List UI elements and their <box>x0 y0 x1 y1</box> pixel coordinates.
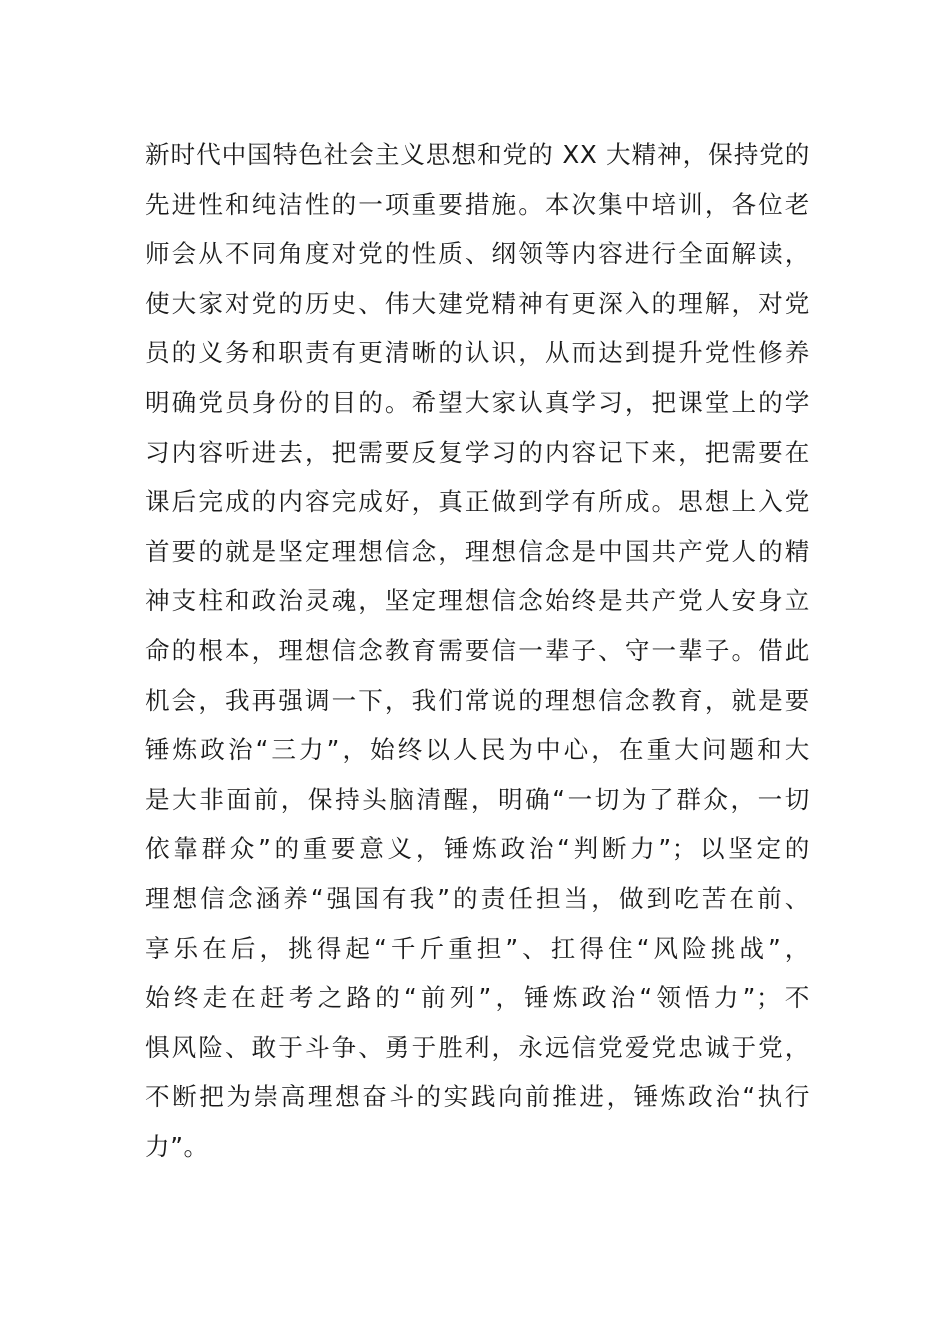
text-line-12: 机会，我再强调一下，我们常说的理想信念教育，就是要 <box>145 685 810 715</box>
text-line-1: 新时代中国特色社会主义思想和党的 XX 大精神，保持党的 <box>145 140 810 169</box>
text-line-2: 先进性和纯洁性的一项重要措施。本次集中培训，各位老 <box>145 189 810 219</box>
text-line-17: 享乐在后，挑得起“千斤重担”、扛得住“风险挑战”， <box>145 933 810 963</box>
text-line-14: 是大非面前，保持头脑清醒，明确“一切为了群众，一切 <box>145 784 810 814</box>
text-line-21: 力”。 <box>145 1131 209 1161</box>
text-line-7: 习内容听进去，把需要反复学习的内容记下来，把需要在 <box>145 437 810 467</box>
text-line-5: 员的义务和职责有更清晰的认识，从而达到提升党性修养 <box>145 338 810 368</box>
text-line-8: 课后完成的内容完成好，真正做到学有所成。思想上入党 <box>145 487 810 517</box>
text-line-3: 师会从不同角度对党的性质、纲领等内容进行全面解读， <box>145 239 810 269</box>
text-line-13: 锤炼政治“三力”，始终以人民为中心，在重大问题和大 <box>145 735 810 765</box>
text-line-20: 不断把为崇高理想奋斗的实践向前推进，锤炼政治“执行 <box>145 1082 810 1112</box>
body-text <box>145 130 810 1171</box>
text-line-11: 命的根本，理想信念教育需要信一辈子、守一辈子。借此 <box>145 635 810 665</box>
text-line-16: 理想信念涵养“强国有我”的责任担当，做到吃苦在前、 <box>145 883 810 913</box>
text-line-15: 依靠群众”的重要意义，锤炼政治“判断力”；以坚定的 <box>145 834 810 864</box>
text-line-19: 惧风险、敢于斗争、勇于胜利，永远信党爱党忠诚于党， <box>145 1032 810 1062</box>
text-line-6: 明确党员身份的目的。希望大家认真学习，把课堂上的学 <box>145 387 810 417</box>
text-line-18: 始终走在赶考之路的“前列”，锤炼政治“领悟力”；不 <box>145 983 810 1013</box>
text-line-10: 神支柱和政治灵魂，坚定理想信念始终是共产党人安身立 <box>145 586 810 616</box>
text-line-9: 首要的就是坚定理想信念，理想信念是中国共产党人的精 <box>145 536 810 566</box>
text-line-4: 使大家对党的历史、伟大建党精神有更深入的理解，对党 <box>145 288 810 318</box>
